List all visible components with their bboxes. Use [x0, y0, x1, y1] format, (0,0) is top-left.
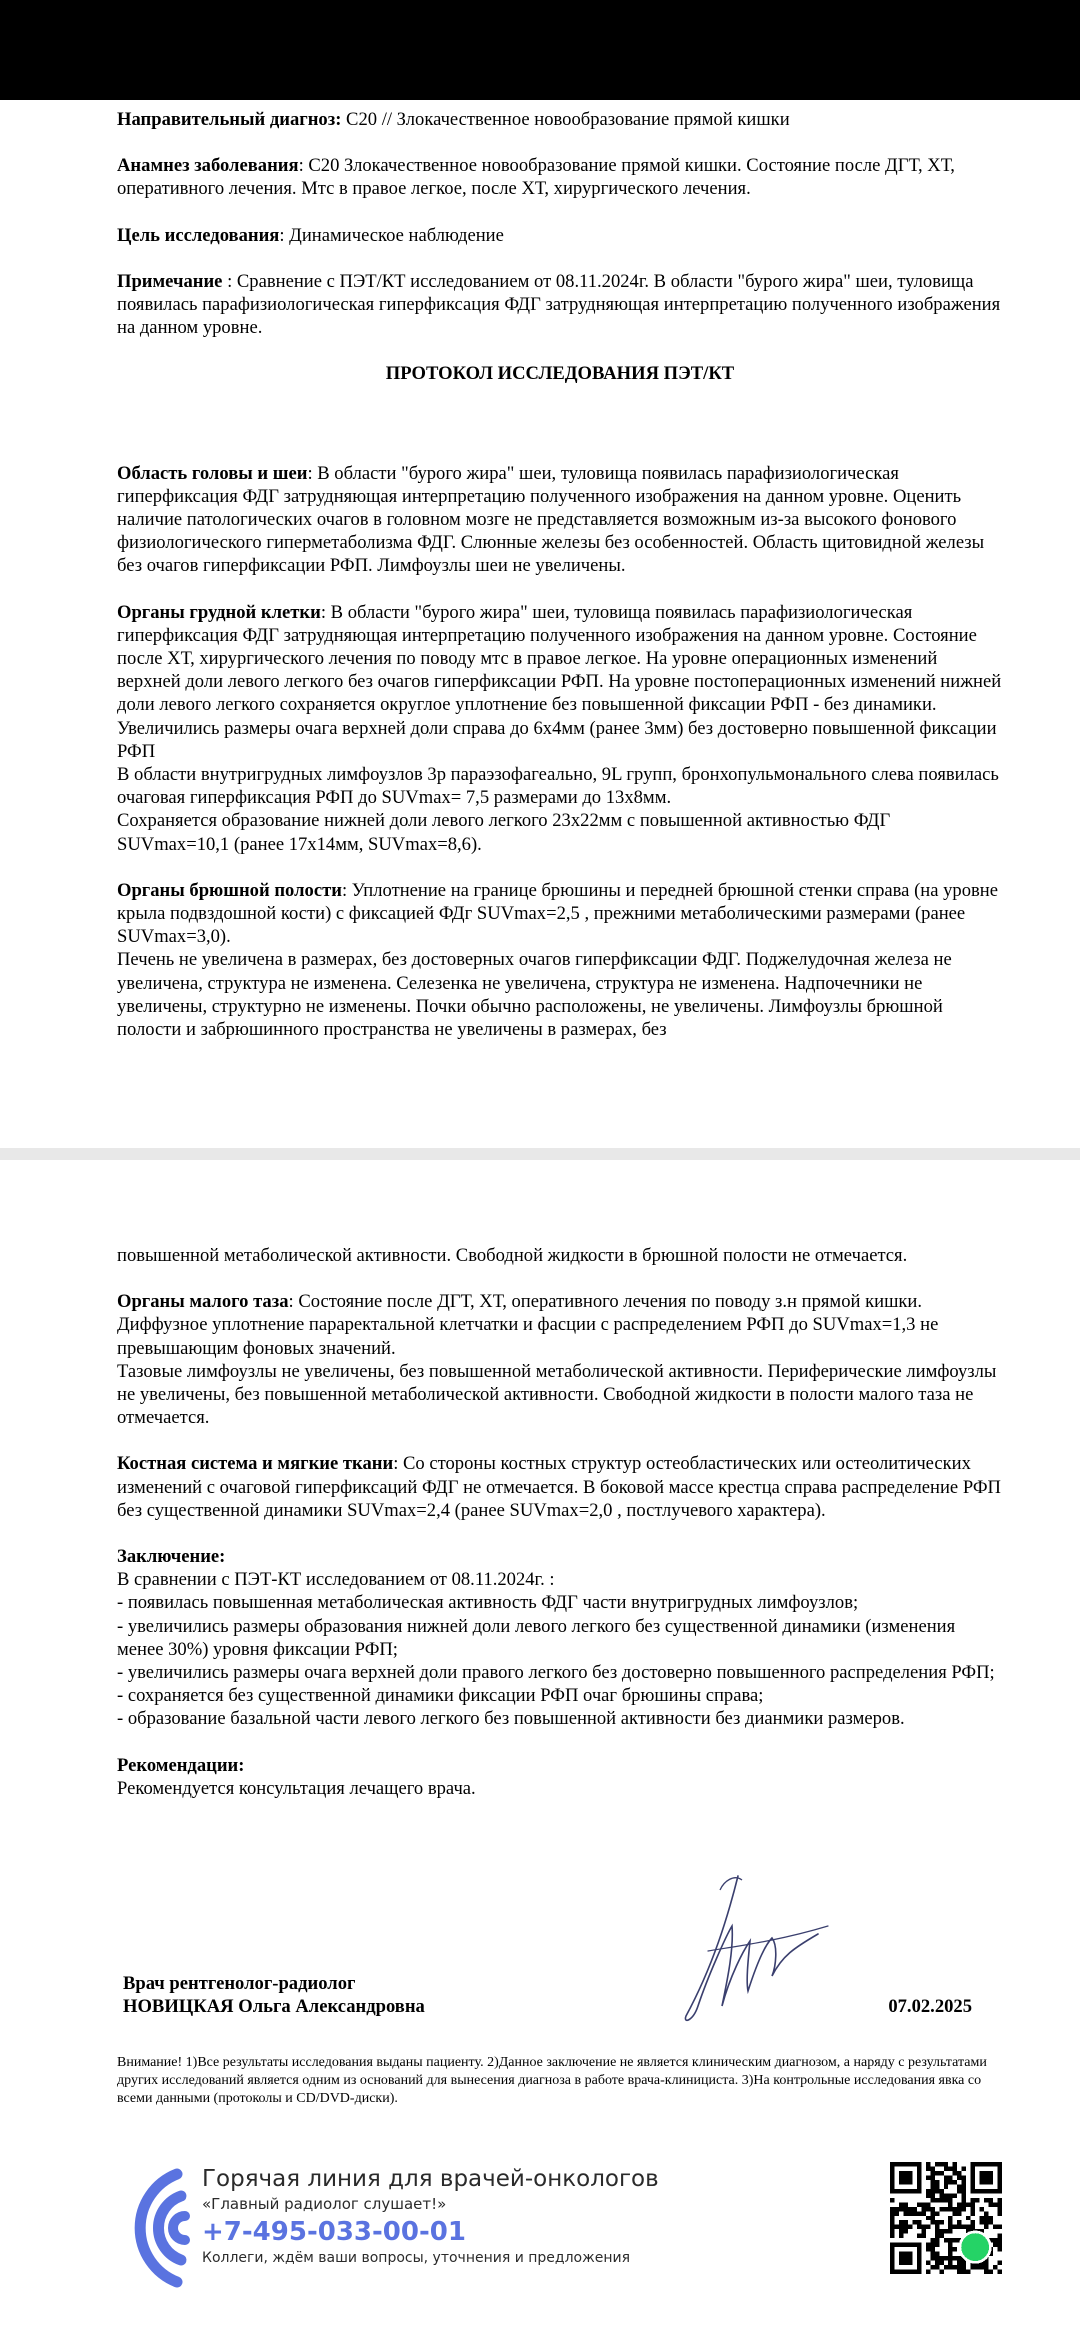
conclusion-item: - появилась повышенная метаболическая активность ФДГ части внутригрудных лимфоузлов;: [117, 1592, 859, 1614]
hotline-banner: [115, 2160, 1015, 2300]
protocol-title: ПРОТОКОЛ ИССЛЕДОВАНИЯ ПЭТ/КТ: [385, 363, 735, 385]
disease-anamnesis: Анамнез заболевания: C20 Злокачественное новообразование прямой кишки. Состояние после ДГТ, ХТ, оперативного лечения. Мтс в правое легкое, после ХТ, хирургического лечения.: [117, 155, 955, 200]
whatsapp-icon: [960, 2232, 990, 2262]
camera-cutout-bar: [0, 0, 1080, 100]
head-neck-section: Область головы и шеи: В области "бурого жира" шеи, туловища появилась парафизиологическая гиперфиксация ФДГ затрудняющая интерпретацию полученного изображения на данном уровне. Оценить наличие патологических очагов в головном мозге не представляется возможным из-за высокого фонового физиологического гиперметаболизма ФДГ. Слюнные железы без особенностей. Область щитовидной железы без очагов гиперфиксации РФП. Лимфоузлы шеи не увеличены.: [117, 462, 985, 577]
pelvis-text-2: Тазовые лимфоузлы не увеличены, без повышенной метаболической активности. Периферические лимфоузлы не увеличены, без повышенной метаболической активности. Свободной жидкости в полости малого таза не отмечается.: [117, 1360, 997, 1429]
recommendations-text: Рекомендуется консультация лечащего врача.: [117, 1777, 476, 1799]
report-date: 07.02.2025: [888, 1996, 972, 2017]
conclusion-section: [117, 1545, 1003, 1731]
pelvis-section: Органы малого таза: Состояние после ДГТ, ХТ, оперативного лечения по поводу з.н прямой кишки. Диффузное уплотнение параректальной клетчатки и фасции с распределением РФП до SUVmax=1,3 не превышающим фоновых значений. Тазовые лимфоузлы не увеличены, без повышенной метаболической активности. Периферические лимфоузлы не увеличены, без повышенной метаболической активности. Свободной жидкости в полости малого таза не отмечается.: [117, 1290, 1003, 1429]
referral-diagnosis: Направительный диагноз: C20 // Злокачественное новообразование прямой кишки: [117, 109, 790, 130]
chest-text-4: Сохраняется образование нижней доли левого легкого 23х22мм с повышенной активностью ФДГ SUVmax=10,1 (ранее 17х14мм, SUVmax=8,6).: [117, 810, 891, 855]
doctor-signature-block: [123, 1972, 1003, 2042]
study-goal: Цель исследования: Динамическое наблюдение: [117, 224, 504, 246]
chest-text-3: В области внутригрудных лимфоузлов 3р параэзофагеально, 9L групп, бронхопульмонального слева появилась очаговая гиперфиксация РФП до SUVmax= 7,5 размерами до 13х8мм.: [117, 764, 999, 809]
doctor-name: НОВИЦКАЯ Ольга Александровна: [123, 1996, 425, 2018]
qr-code[interactable]: [890, 2162, 1002, 2274]
recommendations-section: [117, 1754, 1003, 1800]
hotline-title: Горячая линия для врачей-онкологов: [202, 2166, 659, 2192]
recommendations-heading: Рекомендации:: [117, 1754, 245, 1776]
abdomen-text-2: Печень не увеличена в размерах, без достоверных очагов гиперфиксации ФДГ. Поджелудочная железа не увеличена, структура не изменена. Селезенка не увеличена, структура не изменена. Надпочечники не увеличены, структурно не изменены. Почки обычно расположены, не увеличены. Лимфоузлы брюшной полости и забрюшинного пространства не увеличены в размерах, без: [117, 949, 952, 1041]
conclusion-item: - образование базальной части левого легкого без повышенной активности без дианмики размеров.: [117, 1708, 905, 1730]
hotline-text: [202, 2164, 659, 2268]
chest-section: Органы грудной клетки: В области "бурого жира" шеи, туловища появилась парафизиологическая гиперфиксация ФДГ затрудняющая интерпретацию полученного изображения на данном уровне. Состояние после ХТ, хирургического лечения по поводу мтс в правое легкое. На уровне операционных изменений верхней доли левого легкого без очагов гиперфиксации РФП. На уровне постоперационных изменений нижней доли левого легкого сохраняется округлое уплотнение без повышенной фиксации РФП - без динамики. Увеличились размеры очага верхней доли справа до 6х4мм (ранее 3мм) без достоверно повышенной фиксации РФП В области внутригрудных лимфоузлов 3р параэзофагеально, 9L групп, бронхопульмонального слева появилась очаговая гиперфиксация РФП до SUVmax= 7,5 размерами до 13х8мм. Сохраняется образование нижней доли левого легкого 23х22мм с повышенной активностью ФДГ SUVmax=10,1 (ранее 17х14мм, SUVmax=8,6).: [117, 601, 1002, 855]
document-page-2: [0, 1160, 1080, 2340]
conclusion-item: - сохраняется без существенной динамики фиксации РФП очаг брюшины справа;: [117, 1685, 764, 1707]
page-1-content: [117, 108, 1003, 1041]
conclusion-item: - увеличились размеры образования нижней доли левого легкого без существенной динамики (изменения менее 30%) уровня фиксации РФП;: [117, 1615, 956, 1660]
signal-waves-icon: [115, 2168, 195, 2288]
disclaimer-notice: Внимание! 1)Все результаты исследования выданы пациенту. 2)Данное заключение не является клиническим диагнозом, а наряду с результатами других исследований является одним из оснований для вынесения диагноза в работе врача-клинициста. 3)На контрольные исследования явка со всеми данными (протоколы и CD/DVD-диски).: [117, 2055, 987, 2106]
chest-text-2: Увеличились размеры очага верхней доли справа до 6х4мм (ранее 3мм) без достоверно повышенной фиксации РФП: [117, 717, 997, 762]
hotline-note: Коллеги, ждём ваши вопросы, уточнения и предложения: [202, 2250, 631, 2266]
note: Примечание : Сравнение с ПЭТ/КТ исследованием от 08.11.2024г. В области "бурого жира" шеи, туловища появилась парафизиологическая гиперфиксация ФДГ затрудняющая интерпретацию полученного изображения на данном уровне.: [117, 270, 1001, 339]
abdomen-section: Органы брюшной полости: Уплотнение на границе брюшины и передней брюшной стенки справа (на уровне крыла подвздошной кости) с фиксацией ФДг SUVmax=2,5 , прежними метаболическими размерами (ранее SUVmax=3,0). Печень не увеличена в размерах, без достоверных очагов гиперфиксации ФДГ. Поджелудочная железа не увеличена, структура не изменена. Селезенка не увеличена, структура не изменена. Надпочечники не увеличены, структурно не изменены. Почки обычно расположены, не увеличены. Лимфоузлы брюшной полости и забрюшинного пространства не увеличены в размерах, без: [117, 879, 1003, 1041]
document-page-1: [0, 100, 1080, 1148]
doctor-title: Врач рентгенолог-радиолог: [123, 1973, 356, 1994]
page-separator: [0, 1148, 1080, 1160]
hotline-subtitle: «Главный радиолог слушает!»: [202, 2195, 447, 2213]
abdomen-continued: повышенной метаболической активности. Свободной жидкости в брюшной полости не отмечается.: [117, 1245, 908, 1266]
conclusion-item: - увеличились размеры очага верхней доли правого легкого без достоверно повышенного распределения РФП;: [117, 1662, 995, 1684]
page-2-content: [117, 1244, 1003, 1800]
conclusion-intro: В сравнении с ПЭТ-КТ исследованием от 08.11.2024г. :: [117, 1569, 555, 1591]
conclusion-heading: Заключение:: [117, 1546, 226, 1568]
bones-section: Костная система и мягкие ткани: Со стороны костных структур остеобластических или остеолитических изменений с очаговой гиперфиксаций ФДГ не отмечается. В боковой массе крестца справа распределение РФП без существенной динамики SUVmax=2,4 (ранее SUVmax=2,0 , постлучевого характера).: [117, 1453, 1001, 1521]
hotline-phone-link[interactable]: +7-495-033-00-01: [202, 2217, 466, 2247]
